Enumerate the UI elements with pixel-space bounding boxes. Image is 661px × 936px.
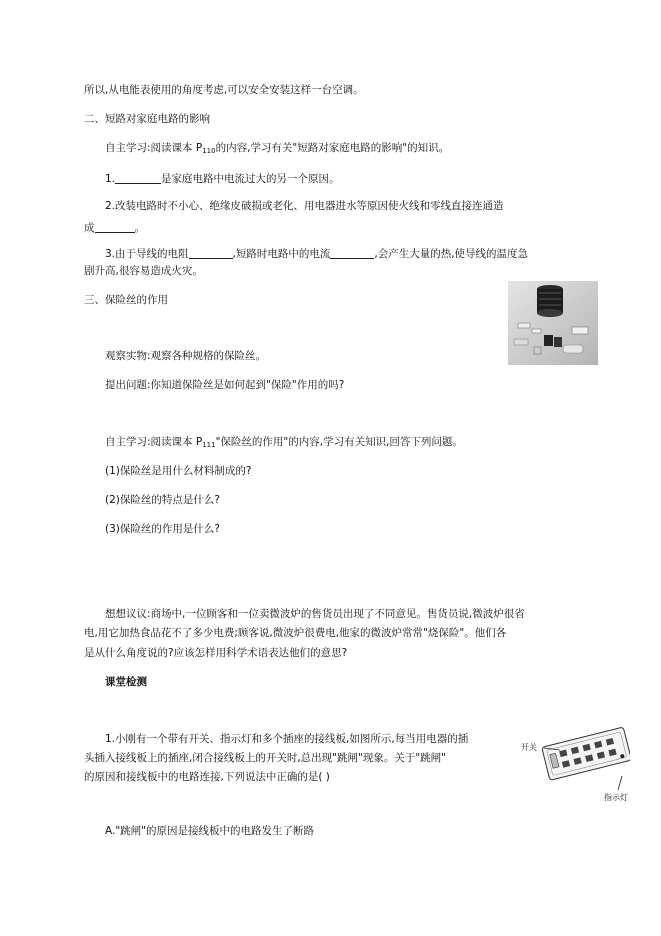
answer-blank[interactable] [115, 172, 161, 184]
discussion-line2: 电,用它加热食品花不了多少电费;顾客说,微波炉很费电,他家的微波炉常常"烧保险"。他们各 [84, 627, 507, 639]
section-title: 课堂检测 [105, 676, 147, 688]
question-text: 提出问题:你知道保险丝是如何起到"保险"作用的吗? [105, 379, 345, 391]
discussion-line3: 是从什么角度说的?应该怎样用科学术语表达他们的意思? [84, 647, 348, 659]
indicator-label: 指示灯 [604, 793, 628, 802]
observe-text: 观察实物:观察各种规格的保险丝。 [105, 350, 267, 362]
self-study-2: 自主学习:阅读课本 $P_{111}$"保险丝的作用"的内容,学习有关知识,回答下列问题。 [105, 436, 463, 449]
test-question-1-line3: 的原因和接线板中的电路连接,下列说法中正确的是( ) [84, 771, 330, 783]
option-a[interactable]: A."跳闸"的原因是接线板中的电路发生了断路 [105, 825, 314, 837]
sub-question-3: (3)保险丝的作用是什么? [105, 523, 220, 535]
answer-blank[interactable] [95, 221, 135, 233]
heading-fuse: 三、保险丝的作用 [84, 294, 168, 306]
paragraph-conclusion: 所以,从电能表使用的角度考虑,可以安全安装这样一台空调。 [84, 84, 364, 96]
switch-label: 开关 [521, 743, 537, 752]
fuse-photo [508, 281, 598, 365]
test-question-1-line2: 头插入接线板上的插座,闭合接线板上的开关时,总出现"跳闸"现象。关于"跳闸" [84, 752, 446, 764]
question-1: 1. 是家庭电路中电流过大的另一个原因。 [105, 173, 340, 185]
sub-question-1: (1)保险丝是用什么材料制成的? [105, 465, 252, 477]
answer-blank[interactable] [189, 247, 233, 259]
answer-blank[interactable] [330, 247, 374, 259]
heading-short-circuit: 二、短路对家庭电路的影响 [84, 113, 210, 125]
question-2-line2: 成 。 [84, 222, 145, 234]
discussion-line1: 想想议议:商场中,一位顾客和一位卖微波炉的售货员出现了不同意见。售货员说,微波炉很省 [105, 608, 525, 620]
question-3-line2: 剧升高,很容易造成火灾。 [84, 265, 203, 277]
question-3-line1: 3.由于导线的电阻 ,短路时电路中的电流 ,会产生大量的热,使导线的温度急 [105, 248, 529, 260]
self-study-1: 自主学习:阅读课本 $P_{110}$的内容,学习有关"短路对家庭电路的影响"的知识。 [105, 142, 450, 155]
sub-question-2: (2)保险丝的特点是什么? [105, 494, 220, 506]
test-question-1-line1: 1.小刚有一个带有开关、指示灯和多个插座的接线板,如图所示,每当用电器的插 [105, 733, 469, 745]
question-2-line1: 2.改装电路时不小心、绝缘皮破损或老化、用电器进水等原因使火线和零线直接连通造 [105, 200, 504, 212]
